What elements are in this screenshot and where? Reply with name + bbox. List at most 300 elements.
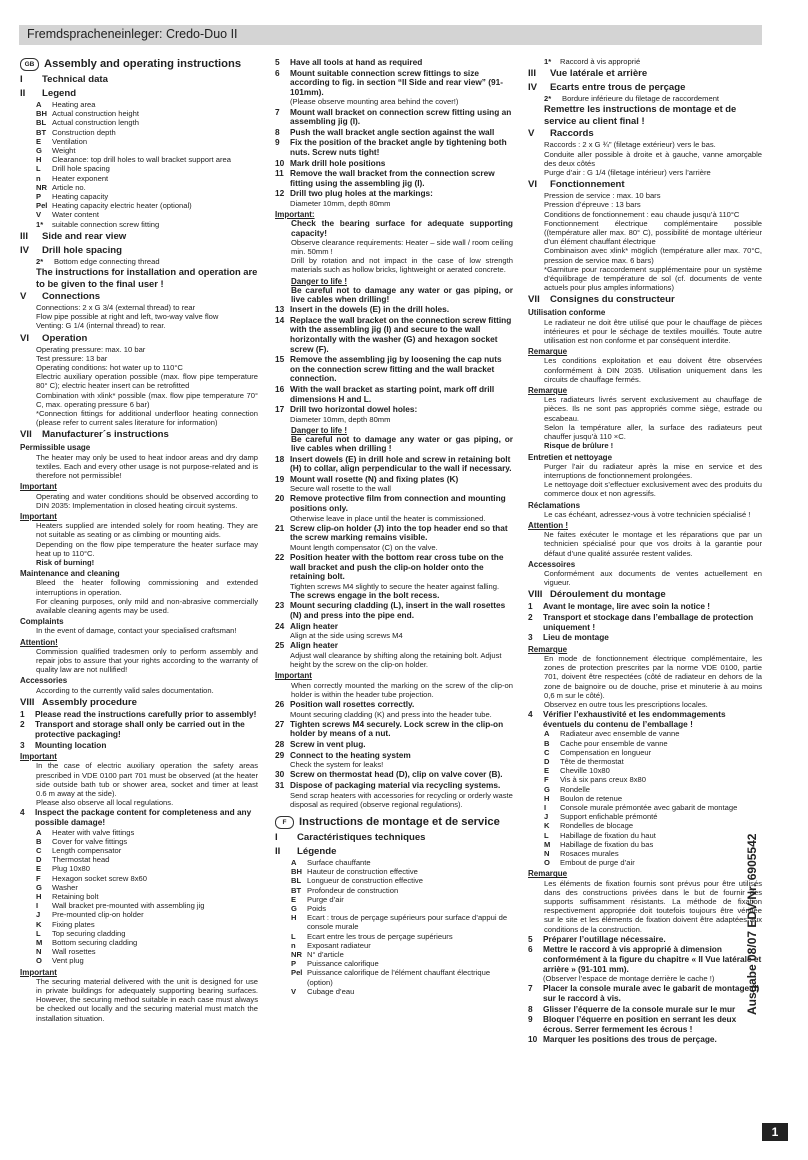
important-title: Important [20,967,57,977]
legend-value: Purge d’air [307,894,344,904]
legend-key: D [544,756,550,766]
legend-key: M [36,937,43,947]
legend-item [20,155,258,164]
legend-item [275,886,513,895]
remarque-text: Les radiateurs livrés servent exclusivement au chauffage de pièces. Ils ne sont pas appropriés comme siège, estrade ou escabeau. [544,395,762,423]
important-title: Important [20,482,57,492]
step-text: Align heater [290,640,338,651]
legend-value: Retaining bolt [52,891,99,901]
step-text: With the wall bracket as starting point, mark off drill dimensions H and L. [290,383,495,404]
step-item [275,159,513,169]
legend-value: Ecart : trous de perçage supérieurs pour surface d’appui de console murale [307,913,508,932]
legend-value: Clearance: top drill holes to wall bracket support area [52,155,231,165]
entretien-text: Le nettoyage doit s’effectuer exclusivement avec des produits du commerce doux et non agressifs. [544,480,762,499]
legend-key: BL [291,876,302,886]
heading-drill-hole-spacing: IV Drill hole spacing [20,244,122,256]
maintenance-title: Maintenance and cleaning [20,569,120,579]
step-number: 21 [275,522,285,533]
legend-key: A [544,729,550,739]
step-text: Mount wall bracket on connection screw fitting using an assembling jig (I). [290,106,512,127]
legend-value: N° d’article [307,950,344,960]
connections-2: Conduite aller possible à droite et à gauche, vanne amorçable des deux côtés [544,149,762,168]
legend-item [20,109,258,118]
step-note: Otherwise leave in place until the heater is commissioned. [290,513,486,523]
step-number: 6 [528,944,533,955]
step-text: Push the wall bracket angle section against the wall [290,126,495,137]
legend-value: Radiateur avec ensemble de vanne [560,729,680,739]
step-text: Have all tools at hand as required [290,57,423,67]
step-item [275,622,513,632]
legend-value: Pre-mounted clip-on holder [52,910,144,920]
header-title: Fremdspracheneinleger: Credo-Duo II [27,27,238,41]
legend-item [20,137,258,146]
step-item [275,108,513,127]
step-item [275,169,513,188]
step-text: Mount securing cladding (L), insert in the wall rosettes (N) and press into the pipe end. [290,600,506,621]
legend-item [528,739,762,748]
legend-value: Hexagon socket screw 8x60 [52,873,147,883]
step-number: 8 [528,1003,533,1014]
legend-value: Rondelle [560,784,590,794]
reclamations-text: Le cas échéant, adressez-vous à votre technicien spécialisé ! [544,509,751,519]
legend-item [20,855,258,864]
legend-value: Water content [52,210,99,220]
step-number: 2 [20,719,25,730]
column-english-2 [275,57,513,996]
legend-item [275,904,513,913]
operation-2: Pression d’épreuve : 13 bars [544,200,641,210]
usage-text: Le radiateur ne doit être utilisé que pour le chauffage de pièces intérieures et pour le séchage de textiles mouillés. Toute autre utilisation est non conforme et par conséquent interdite. [544,317,762,346]
legend-item [275,932,513,941]
step-item [528,602,762,612]
step-number: 7 [275,106,280,117]
step-item [275,128,513,138]
legend-item [528,821,762,830]
step-note: Check the system for leaks! [290,760,384,770]
step-number: 3 [528,632,533,643]
legend-key: n [291,940,296,950]
legend-item [20,956,258,965]
legend-item [20,118,258,127]
legend-key: G [36,882,42,892]
legend-item [20,210,258,219]
section-title-en: GB Assembly and operating instructions [20,57,258,71]
legend-value: Construction depth [52,127,116,137]
heading-legende: II Légende [275,846,337,858]
legend-item [528,812,762,821]
step-item [528,1035,762,1045]
legend-item [528,57,762,66]
important-text: Operating and water conditions should be observed according to DIN 2035: Implementation in closed heating circuit systems. [36,491,258,510]
legend-key: H [36,155,42,165]
step-item [528,1005,762,1015]
legend-item [20,920,258,929]
step-text: Please read the instructions carefully prior to assembly! [35,708,257,719]
step-text: Lieu de montage [543,632,609,643]
legend-item [20,874,258,883]
edition-number: Ausgabe 08/07 EDV-Nr. 6905542 [745,833,759,1015]
legend-key: V [36,210,42,220]
legend-item [528,748,762,757]
operation-6: *Garniture pour raccordement supplémentaire pour un système d’équilibrage de température de sol (cf. documents de vente actuels pour plus amples informations) [544,264,762,293]
step-text: Placer la console murale avec le gabarit de montage (I) sur le raccord à vis. [543,983,760,1003]
accessoires-title: Accessoires [528,559,576,569]
legend-value: Bottom securing cladding [52,937,138,947]
step-item [275,770,513,780]
legend-item [20,910,258,919]
steps-list [20,710,258,750]
remarque-text: Selon la température aller, la surface des radiateurs peut chauffer jusqu’à 110 ×C. [544,422,762,442]
legend-value: Rosaces murales [560,848,619,858]
legend-item [20,174,258,183]
usage-title: Utilisation conforme [528,308,606,318]
step-text: Position heater with the bottom rear cross tube on the wall bracket and push the clip-on holder onto the retaining bolt. [290,552,504,582]
legend-value: Heating area [52,100,96,109]
legend-key: F [544,775,549,785]
step-item [275,781,513,791]
accessories-title: Accessories [20,676,68,686]
step-number: 11 [275,168,284,179]
step-text: Drill two plug holes at the markings: [290,188,433,199]
step-4: 4 Vérifier l’exhaustivité et les endommagements éventuels du contenu de l’emballage ! [528,709,726,729]
legend-key: G [291,904,297,914]
step-number: 29 [275,749,285,760]
step-number: 1 [20,708,25,719]
legend-key: L [291,931,296,941]
legend-key: K [36,919,42,929]
legend-value: Ventilation [52,136,88,146]
step-item [275,553,513,582]
step-number: 28 [275,739,285,750]
step-number: 23 [275,600,285,611]
step-number: 10 [528,1034,538,1045]
legend-key: NR [36,182,47,192]
legend-value: Puissance calorifique [307,959,379,969]
operation-6: *Connection fittings for additional underfloor heating connection (please refer to current sales literature for information) [36,409,258,428]
step-note: (Observer l’espace de montage derrière le cache !) [543,974,715,984]
legend-value: Wall bracket pre-mounted with assembling jig [52,901,205,911]
important-text: In the case of electric auxiliary operation the safety areas prescribed in VDE 0100 part 701 must be observed (at the heater side outside bath tub or shower area, socket and timer at least 0.6 m away at the side). [36,761,258,798]
legend-value: Wall rosettes [52,947,96,957]
step-item [20,741,258,751]
step-text: Remove the assembling jig by loosening the cap nuts on the connection screw fitting and the wall bracket connection. [290,354,502,384]
legend-item [275,950,513,959]
legend-key: E [36,864,42,874]
legend-value: Support enfichable prémonté [560,812,658,822]
entretien-title: Entretien et nettoyage [528,452,613,462]
step-text: Connect to the heating system [290,749,411,760]
step-number: 25 [275,640,285,651]
step-number: 15 [275,354,285,365]
important-text: Observe clearance requirements: Heater – side wall / room ceiling min. 50mm ! [291,237,514,256]
important-text: Drill by rotation and not impact in the case of low strength materials such as hollow bricks, lightweight or aerated concrete. [291,256,513,275]
legend-value: Profondeur de construction [307,885,399,895]
step-number: 13 [275,304,285,315]
steps-list [275,700,513,809]
legend-key: M [544,839,551,849]
legend-item [20,100,258,109]
step-text: Dispose of packaging material via recycling systems. [290,780,501,791]
heading-operation: VI Operation [20,332,88,344]
legend-value: Fixing plates [52,919,95,929]
legend-key: L [544,830,549,840]
legend-item [275,913,513,931]
legend-value: Rondelles de blocage [560,821,634,831]
heading-legend: II Legend [20,88,77,99]
legend-key: BL [36,118,47,128]
danger-title: Danger to life ! [291,276,348,286]
column-english-1 [20,57,258,1023]
heading-manufacturer-instructions: VII Manufacturer´s instructions [20,429,169,441]
legend-key: Pel [291,968,303,978]
legend-item [275,941,513,950]
step-item [275,524,513,543]
legend-item [20,929,258,938]
step-text: Mount suitable connection screw fittings to size according to fig. in section “II Side and rear view” (91-101mm). [290,67,504,97]
legend-value: Tête de thermostat [560,756,624,766]
legend-key: n [36,173,41,183]
legend-value: Surface chauffante [307,858,371,868]
step-note: Align at the side using screws M4 [290,631,403,641]
steps-list [275,455,513,592]
legend-item [20,164,258,173]
legend-item [275,876,513,885]
legend-key: J [544,812,549,822]
reclamations-title: Réclamations [528,500,581,510]
step-note: Diameter 10mm, depth 80mm [290,414,391,424]
legend-key: B [544,738,550,748]
step-note-bold: The screws engage in the bolt recess. [290,590,440,601]
step-number: 10 [275,157,285,168]
legend-item [20,947,258,956]
risk-warning: Risque de brûlure ! [544,441,614,451]
heading-ecarts: IV Ecarts entre trous de perçage [528,82,686,94]
legend-key: L [36,164,41,174]
step-item [275,405,513,415]
step-number: 26 [275,699,285,710]
step-number: 20 [275,493,285,504]
step-note: Tighten screws M4 slightly to secure the heater against falling. [290,582,500,592]
legend-key: O [544,858,550,868]
legend-key: BT [36,127,47,137]
legend-item [20,892,258,901]
step-item [275,475,513,485]
steps-list [528,935,762,1045]
legend-item [20,192,258,201]
legend-value: Weight [52,146,76,156]
legend-value: Actual construction height [52,109,139,119]
legend-item [528,831,762,840]
step-note: Send scrap heaters with accessories for recycling or orderly waste disposal as required (observe regional regulations). [290,790,513,809]
step-text: Remove protective film from connection and mounting positions only. [290,493,506,514]
legend-key: BH [291,867,302,877]
legend-item [528,729,762,738]
accessoires-text: Conformément aux documents de ventes actuellement en vigueur. [544,568,762,588]
legend-value: Vis à six pans creux 8x80 [560,775,646,785]
important-bold: Check the bearing surface for adequate supporting capacity! [291,218,513,238]
remarque-title: Remarque [528,386,568,396]
legend-key: G [544,784,550,794]
legend-value: Boulon de retenue [560,793,623,803]
step-note: Adjust wall clearance by shifting along the retaining bolt. Adjust height by the screw on the clip-on holder. [290,651,502,670]
step-number: 5 [528,933,533,944]
legend-key: G [36,146,42,156]
legend-item [20,901,258,910]
step-text: Mark drill hole positions [290,157,386,168]
legend-value: Thermostat head [52,855,110,865]
step-text: Transport et stockage dans l’emballage de protection uniquement ! [543,611,754,632]
legend-list [528,57,762,66]
legend-value: suitable connection screw fitting [52,219,160,229]
step-item [275,385,513,404]
permissible-usage-text: The heater may only be used to heat indoor areas and dry damp textiles. Each and every other usage is not purpose-related and is therefore not permissible! [36,452,258,481]
heading-connections: V Connections [20,291,101,303]
step-number: 7 [528,983,533,994]
step-item [275,720,513,739]
danger-title: Danger to life ! [291,425,348,435]
legend-key: NR [291,950,302,960]
step-text: Replace the wall bracket on the connection screw fitting with the assembling jig (I) and secure to the wall horizontally with the washer (G) and hexagon socket screw (F). [290,314,512,354]
important-text: Heaters supplied are intended solely for room heating. They are not suitable as seating or as climbing or mounting aids. [36,521,258,540]
legend-value: Article no. [52,182,86,192]
heading-assembly-procedure: VIII Assembly procedure [20,696,137,708]
drill-note: 2* Bottom edge connecting thread [36,256,160,266]
connections-3: Purge d’air : G 1/4 (filetage intérieur) vers l’arrière [544,168,711,178]
step-text: Mounting location [35,739,107,750]
step-number: 18 [275,453,285,464]
step-number: 5 [275,57,280,67]
step-number: 30 [275,769,285,780]
attention-text: Ne faites exécuter le montage et les réparations que par un technicien spécialisé pour que vos droits à la garantie pour défaut d’une qualité assurée restent valides. [544,530,762,558]
important-title: Important [275,671,312,681]
legend-key: N [36,947,42,957]
legend-value: Drill hole spacing [52,164,110,174]
maintenance-text: For cleaning purposes, only mild and non-abrasive commercially available cleaning agents may be used. [36,596,258,615]
legend-item [20,864,258,873]
entretien-text: Purger l’air du radiateur après la mise en service et des interruptions de fonctionnement prolongées. [544,461,762,480]
legend-key: I [36,901,39,911]
legend-key: P [291,959,297,969]
legend-key: A [291,858,297,868]
step-item [528,935,762,945]
heading-fonctionnement: VI Fonctionnement [528,179,625,191]
step-item [528,633,762,643]
operation-1: Operating pressure: max. 10 bar [36,344,146,354]
step-text: Fix the position of the bracket angle by tightening both nuts. Screw nuts tight! [290,137,507,157]
important-title: Important: [275,210,315,220]
section-title-fr: F Instructions de montage et de service [275,815,513,829]
legend-list [275,858,513,996]
legend-item [275,987,513,996]
step-item [528,984,762,1003]
legend-key: H [291,913,297,923]
remarque-title: Remarque [528,869,568,879]
step-text: Avant le montage, lire avec soin la notice ! [543,601,711,612]
legend-value: Heater with valve fittings [52,827,135,837]
step-item [275,740,513,750]
legend-key: H [36,891,42,901]
step-item [20,720,258,739]
connections-1: Raccords : 2 x G ¾” (filetage extérieur) vers le bas. [544,140,716,150]
step-text: Screw on thermostat head (D), clip on valve cover (B). [290,769,503,780]
step-item [275,751,513,761]
step-number: 8 [275,126,280,137]
legend-item [275,858,513,867]
legend-value: Hauteur de construction effective [307,867,418,877]
heading-caracteristiques: I Caractéristiques techniques [275,832,426,844]
step-item [528,945,762,974]
legend-key: V [291,986,297,996]
step-number: 3 [20,739,25,750]
legend-item [20,220,258,229]
legend-item [528,803,762,812]
legend-item [20,837,258,846]
legend-key: Pel [36,201,48,211]
legend-key: I [544,802,547,812]
permissible-usage-title: Permissible usage [20,443,91,453]
step-number: 31 [275,780,285,791]
legend-key: H [544,793,550,803]
legend-value: Habillage de fixation du haut [560,830,656,840]
page-number: 1 [762,1123,788,1141]
operation-3: Operating conditions: hot water up to 110°C [36,363,183,373]
heading-technical-data: I Technical data [20,74,108,85]
step-item [275,641,513,651]
step-number: 14 [275,314,285,325]
step-item [275,58,513,68]
legend-key: K [544,821,550,831]
steps-list [275,305,513,424]
legend-item [528,794,762,803]
legend-key: BH [36,109,47,119]
step-number: 17 [275,404,285,415]
parts-list [528,729,762,867]
legend-item [275,867,513,876]
important-text: Depending on the flow pipe temperature the heater surface may heat up to 110°C. [36,539,258,558]
legend-item [20,883,258,892]
danger-text: Be careful not to damage any water or gas piping, or live cables when drilling ! [291,434,513,454]
heading-deroulement: VIII Déroulement du montage [528,589,666,601]
legend-value: Compensation en longueur [560,747,652,757]
steps-list [528,602,762,642]
step-text: Glisser l’équerre de la console murale sur le mur [543,1003,736,1014]
step-item [275,316,513,354]
step-note: Diameter 10mm, depth 80mm [290,198,391,208]
legend-item [20,183,258,192]
steps-list [275,58,513,199]
step-item [275,69,513,98]
step-note: (Please observe mounting area behind the cover!) [290,97,459,107]
step-note: Mount securing cladding (K) and press into the header tube. [290,709,492,719]
step-item [275,305,513,315]
legend-item [275,959,513,968]
language-badge-f: F [275,816,294,829]
heading-raccords: V Raccords [528,128,594,140]
step-text: Screw clip-on holder (J) into the top header end so that the screw marking remains visible. [290,522,508,543]
legend-key: P [36,192,42,202]
important-text: When correctly mounted the marking on the screw of the clip-on holder is within the header tube projection. [291,680,513,699]
step-number: 9 [275,137,280,148]
final-user-note: The instructions for installation and operation are to be given to the final user ! [36,266,258,289]
complaints-title: Complaints [20,617,64,627]
legend-value: Top securing cladding [52,928,126,938]
legend-value: Cache pour ensemble de vanne [560,738,668,748]
legend-item [20,846,258,855]
step-text: Transport and storage shall only be carried out in the protective packaging! [35,719,245,739]
step-item [275,700,513,710]
step-text: Mettre le raccord à vis approprié à dimension conformément à la figure du chapitre « II Vue latérale et arrière » (91-101 mm). [543,944,762,974]
legend-key: 1* [36,219,44,229]
